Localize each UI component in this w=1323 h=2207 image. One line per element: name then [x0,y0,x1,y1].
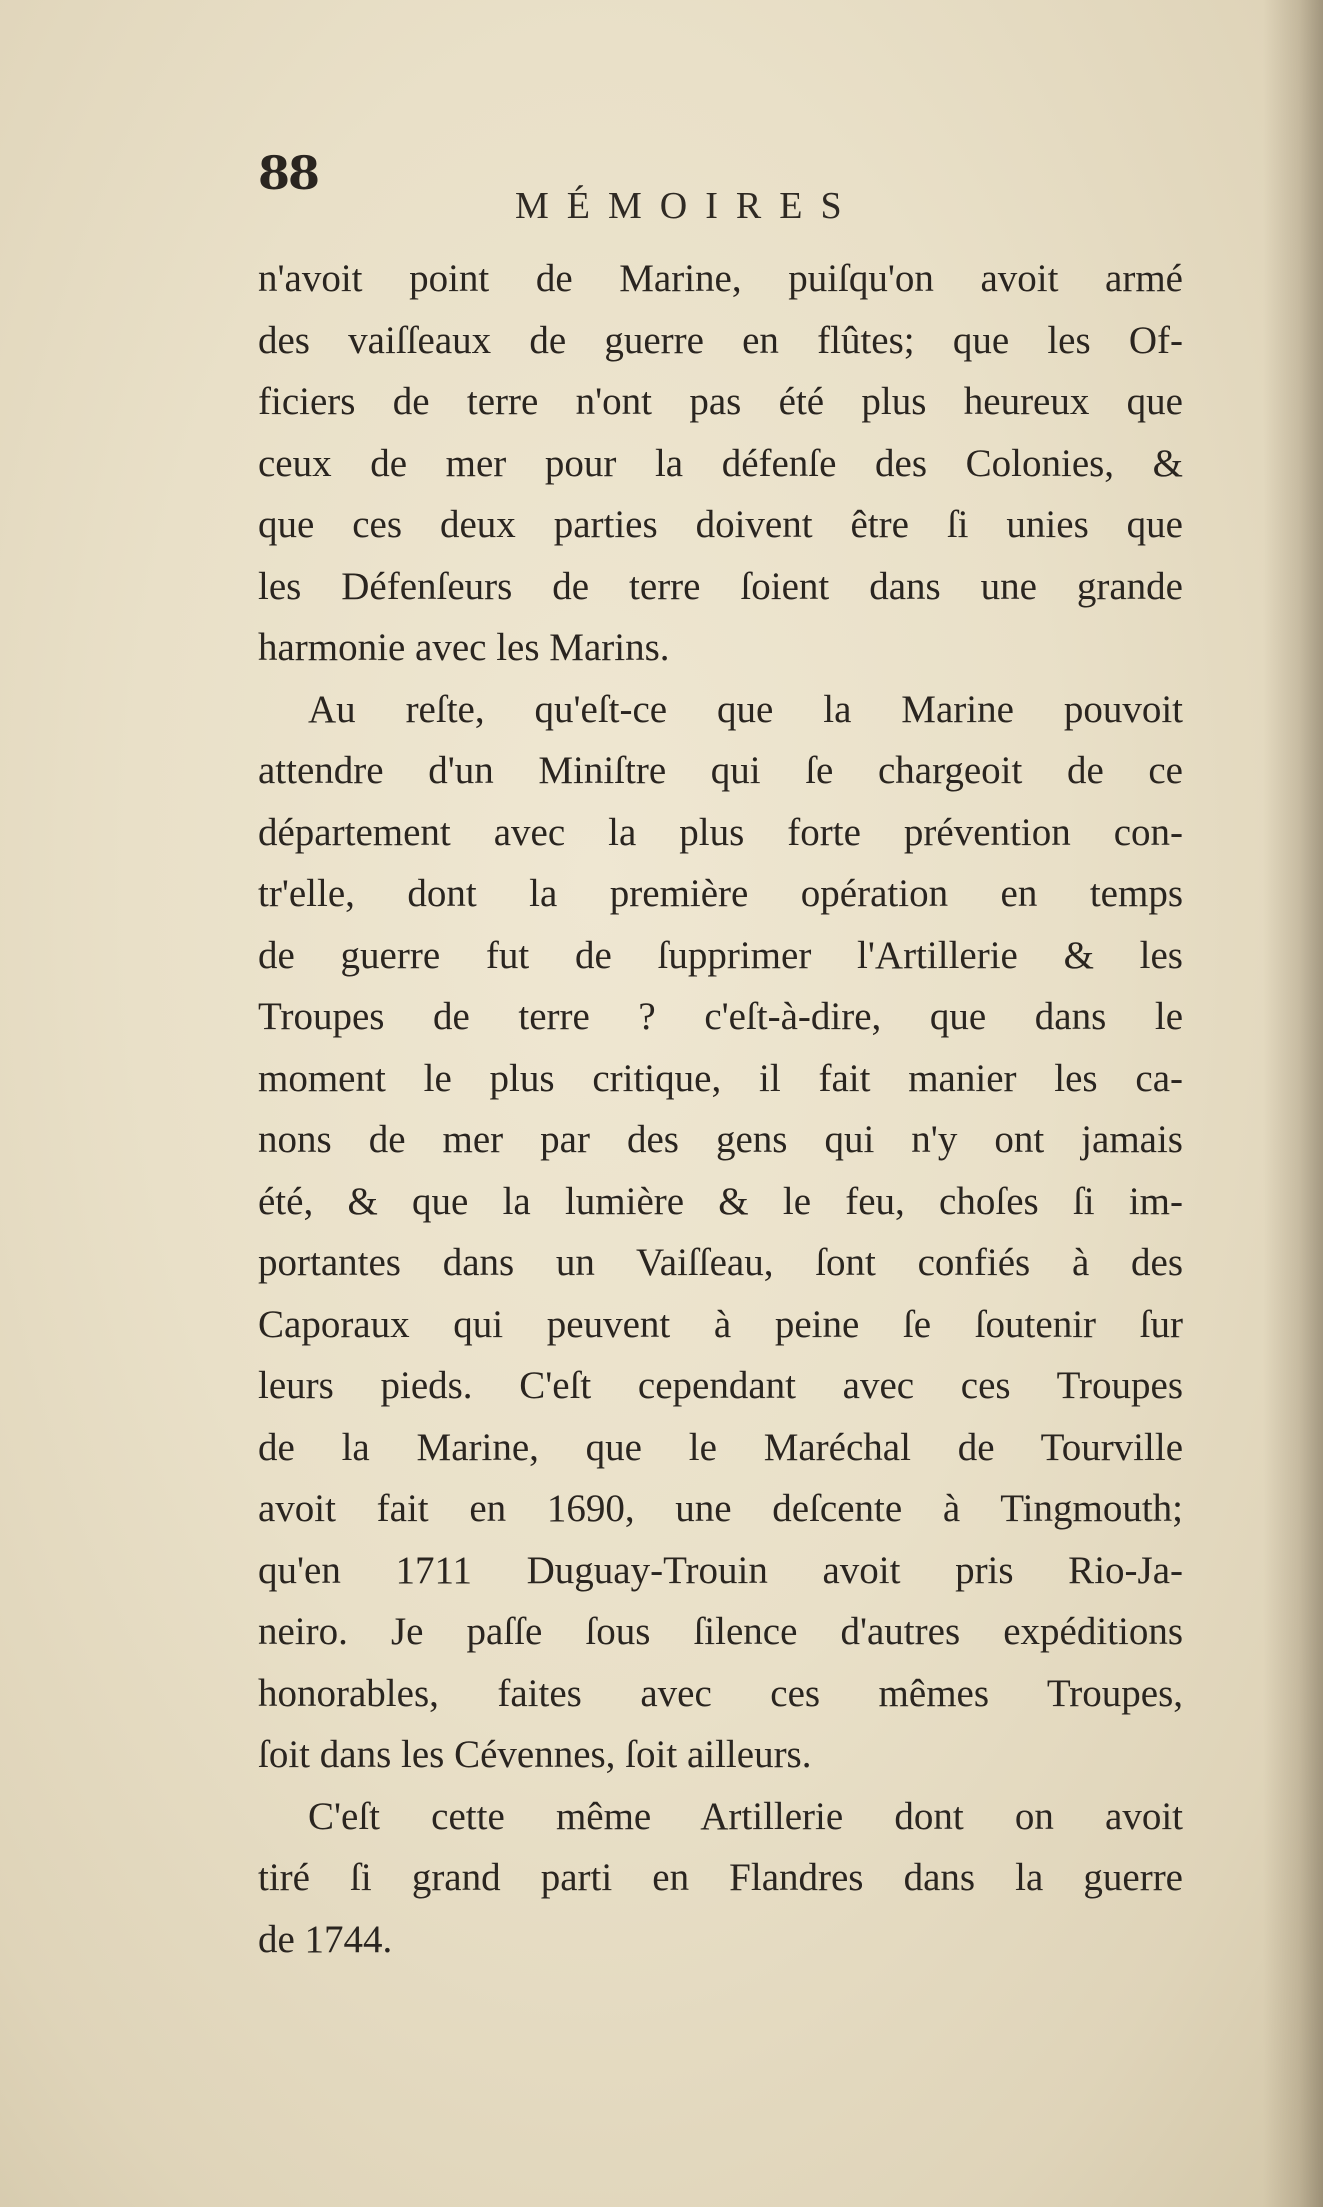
page-number: 88 [258,146,319,200]
text-line: avoit fait en 1690, une deſcente à Tingmouth; [258,1487,1183,1530]
text-line: leurs pieds. C'eſt cependant avec ces Troupes [258,1364,1183,1407]
text-line: qu'en 1711 Duguay-Trouin avoit pris Rio-Ja- [258,1548,1183,1592]
text-line: attendre d'un Miniſtre qui ſe chargeoit de ce [258,749,1183,792]
text-line: de 1744. [258,1917,393,1961]
text-line: été, & que la lumière & le feu, choſes ſi im- [258,1179,1183,1223]
paragraph [258,679,1183,1786]
text-line: de la Marine, que le Maréchal de Tourville [258,1425,1183,1469]
text-line: nons de mer par des gens qui n'y ont jamais [258,1118,1183,1161]
running-title: MÉMOIRES [515,185,860,227]
binding-shadow [1263,0,1323,2207]
text-line: de guerre fut de ſupprimer l'Artillerie & les [258,933,1183,977]
page-header [0,140,1323,227]
text-line: portantes dans un Vaiſſeau, ſont confiés à des [258,1241,1183,1284]
paragraph [258,248,1183,679]
text-line: honorables, faites avec ces mêmes Troupes, [258,1671,1183,1715]
text-line: que ces deux parties doivent être ſi unies que [258,503,1183,546]
text-line: des vaiſſeaux de guerre en flûtes; que les Of- [258,318,1183,362]
text-line: moment le plus critique, il fait manier les ca- [258,1056,1183,1100]
body-text [258,248,1183,1970]
text-line: tr'elle, dont la première opération en temps [258,872,1183,915]
text-line: harmonie avec les Marins. [258,626,670,669]
text-line: tiré ſi grand parti en Flandres dans la guerre [258,1856,1183,1899]
text-line: neiro. Je paſſe ſous ſilence d'autres expéditions [258,1610,1183,1653]
text-line: ceux de mer pour la défenſe des Colonies, & [258,441,1183,485]
text-line: C'eſt cette même Artillerie dont on avoit [308,1794,1183,1838]
text-line: Troupes de terre ? c'eſt-à-dire, que dans le [258,995,1183,1038]
text-line: ſoit dans les Cévennes, ſoit ailleurs. [258,1733,812,1776]
text-line: département avec la plus forte prévention con- [258,810,1183,854]
text-line: ficiers de terre n'ont pas été plus heureux que [258,380,1183,423]
text-line: Au reſte, qu'eſt-ce que la Marine pouvoit [308,687,1183,731]
paragraph [258,1786,1183,1971]
text-line: les Défenſeurs de terre ſoient dans une grande [258,564,1183,608]
text-line: Caporaux qui peuvent à peine ſe ſoutenir ſur [258,1302,1183,1346]
text-line: n'avoit point de Marine, puiſqu'on avoit armé [258,257,1183,300]
